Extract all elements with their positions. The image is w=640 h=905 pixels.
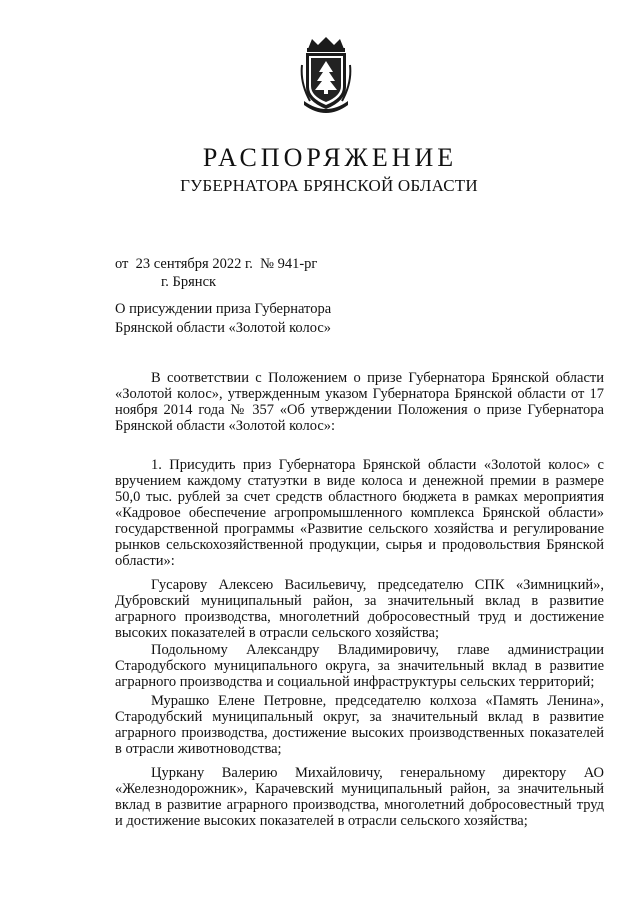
recipient-paragraph: Гусарову Алексею Васильевичу, председателю СПК «Зимницкий», Дубровский муниципальный район, за значительный вклад в развитие аграрного производства, многолетний добросовестный труд и достижение высоких показателей в отрасли сельского хозяйства;: [115, 577, 604, 641]
recipient-paragraph: Цуркану Валерию Михайловичу, генеральному директору АО «Железнодорожник», Карачевский муниципальный район, за значительный вклад в развитие аграрного производства, многолетний добросовестный труд и достижение высоких показателей в отрасли сельского хозяйства;: [115, 765, 604, 829]
document-title: РАСПОРЯЖЕНИЕ: [202, 143, 458, 172]
coat-of-arms-icon: [300, 35, 352, 115]
document-city: г. Брянск: [161, 274, 217, 290]
subject-line: Брянской области «Золотой колос»: [115, 320, 332, 336]
recipient-paragraph: Мурашко Елене Петровне, председателю колхоза «Память Ленина», Стародубский муниципальный округ, за значительный вклад в развитие аграрного производства, достижение высоких производственных показателей в отрасли животноводства;: [115, 693, 604, 757]
document-subject: [115, 300, 375, 338]
clause-1-paragraph: 1. Присудить приз Губернатора Брянской области «Золотой колос» с вручением каждому статуэтки в виде колоса и денежной премии в размере 50,0 тыс. рублей за счет средств областного бюджета в рамках мероприятия «Кадровое обеспечение агропромышленного комплекса Брянской области» государственной программы «Развитие сельского хозяйства и регулирование рынков сельскохозяйственной продукции, сырья и продовольствия Брянской области»:: [115, 457, 604, 569]
document-subtitle: ГУБЕРНАТОРА БРЯНСКОЙ ОБЛАСТИ: [180, 176, 478, 195]
preamble-paragraph: В соответствии с Положением о призе Губернатора Брянской области «Золотой колос», утвержденным указом Губернатора Брянской области от 17 ноября 2014 года № 357 «Об утверждении Положения о призе Губернатора Брянской области «Золотой колос»:: [115, 370, 604, 434]
document-date-number: от 23 сентября 2022 г. № 941-рг: [115, 256, 318, 272]
subject-line: О присуждении приза Губернатора: [115, 301, 332, 317]
recipient-paragraph: Подольному Александру Владимировичу, главе администрации Стародубского муниципального округа, за значительный вклад в развитие аграрного производства и социальной инфраструктуры сельских территорий;: [115, 642, 604, 690]
